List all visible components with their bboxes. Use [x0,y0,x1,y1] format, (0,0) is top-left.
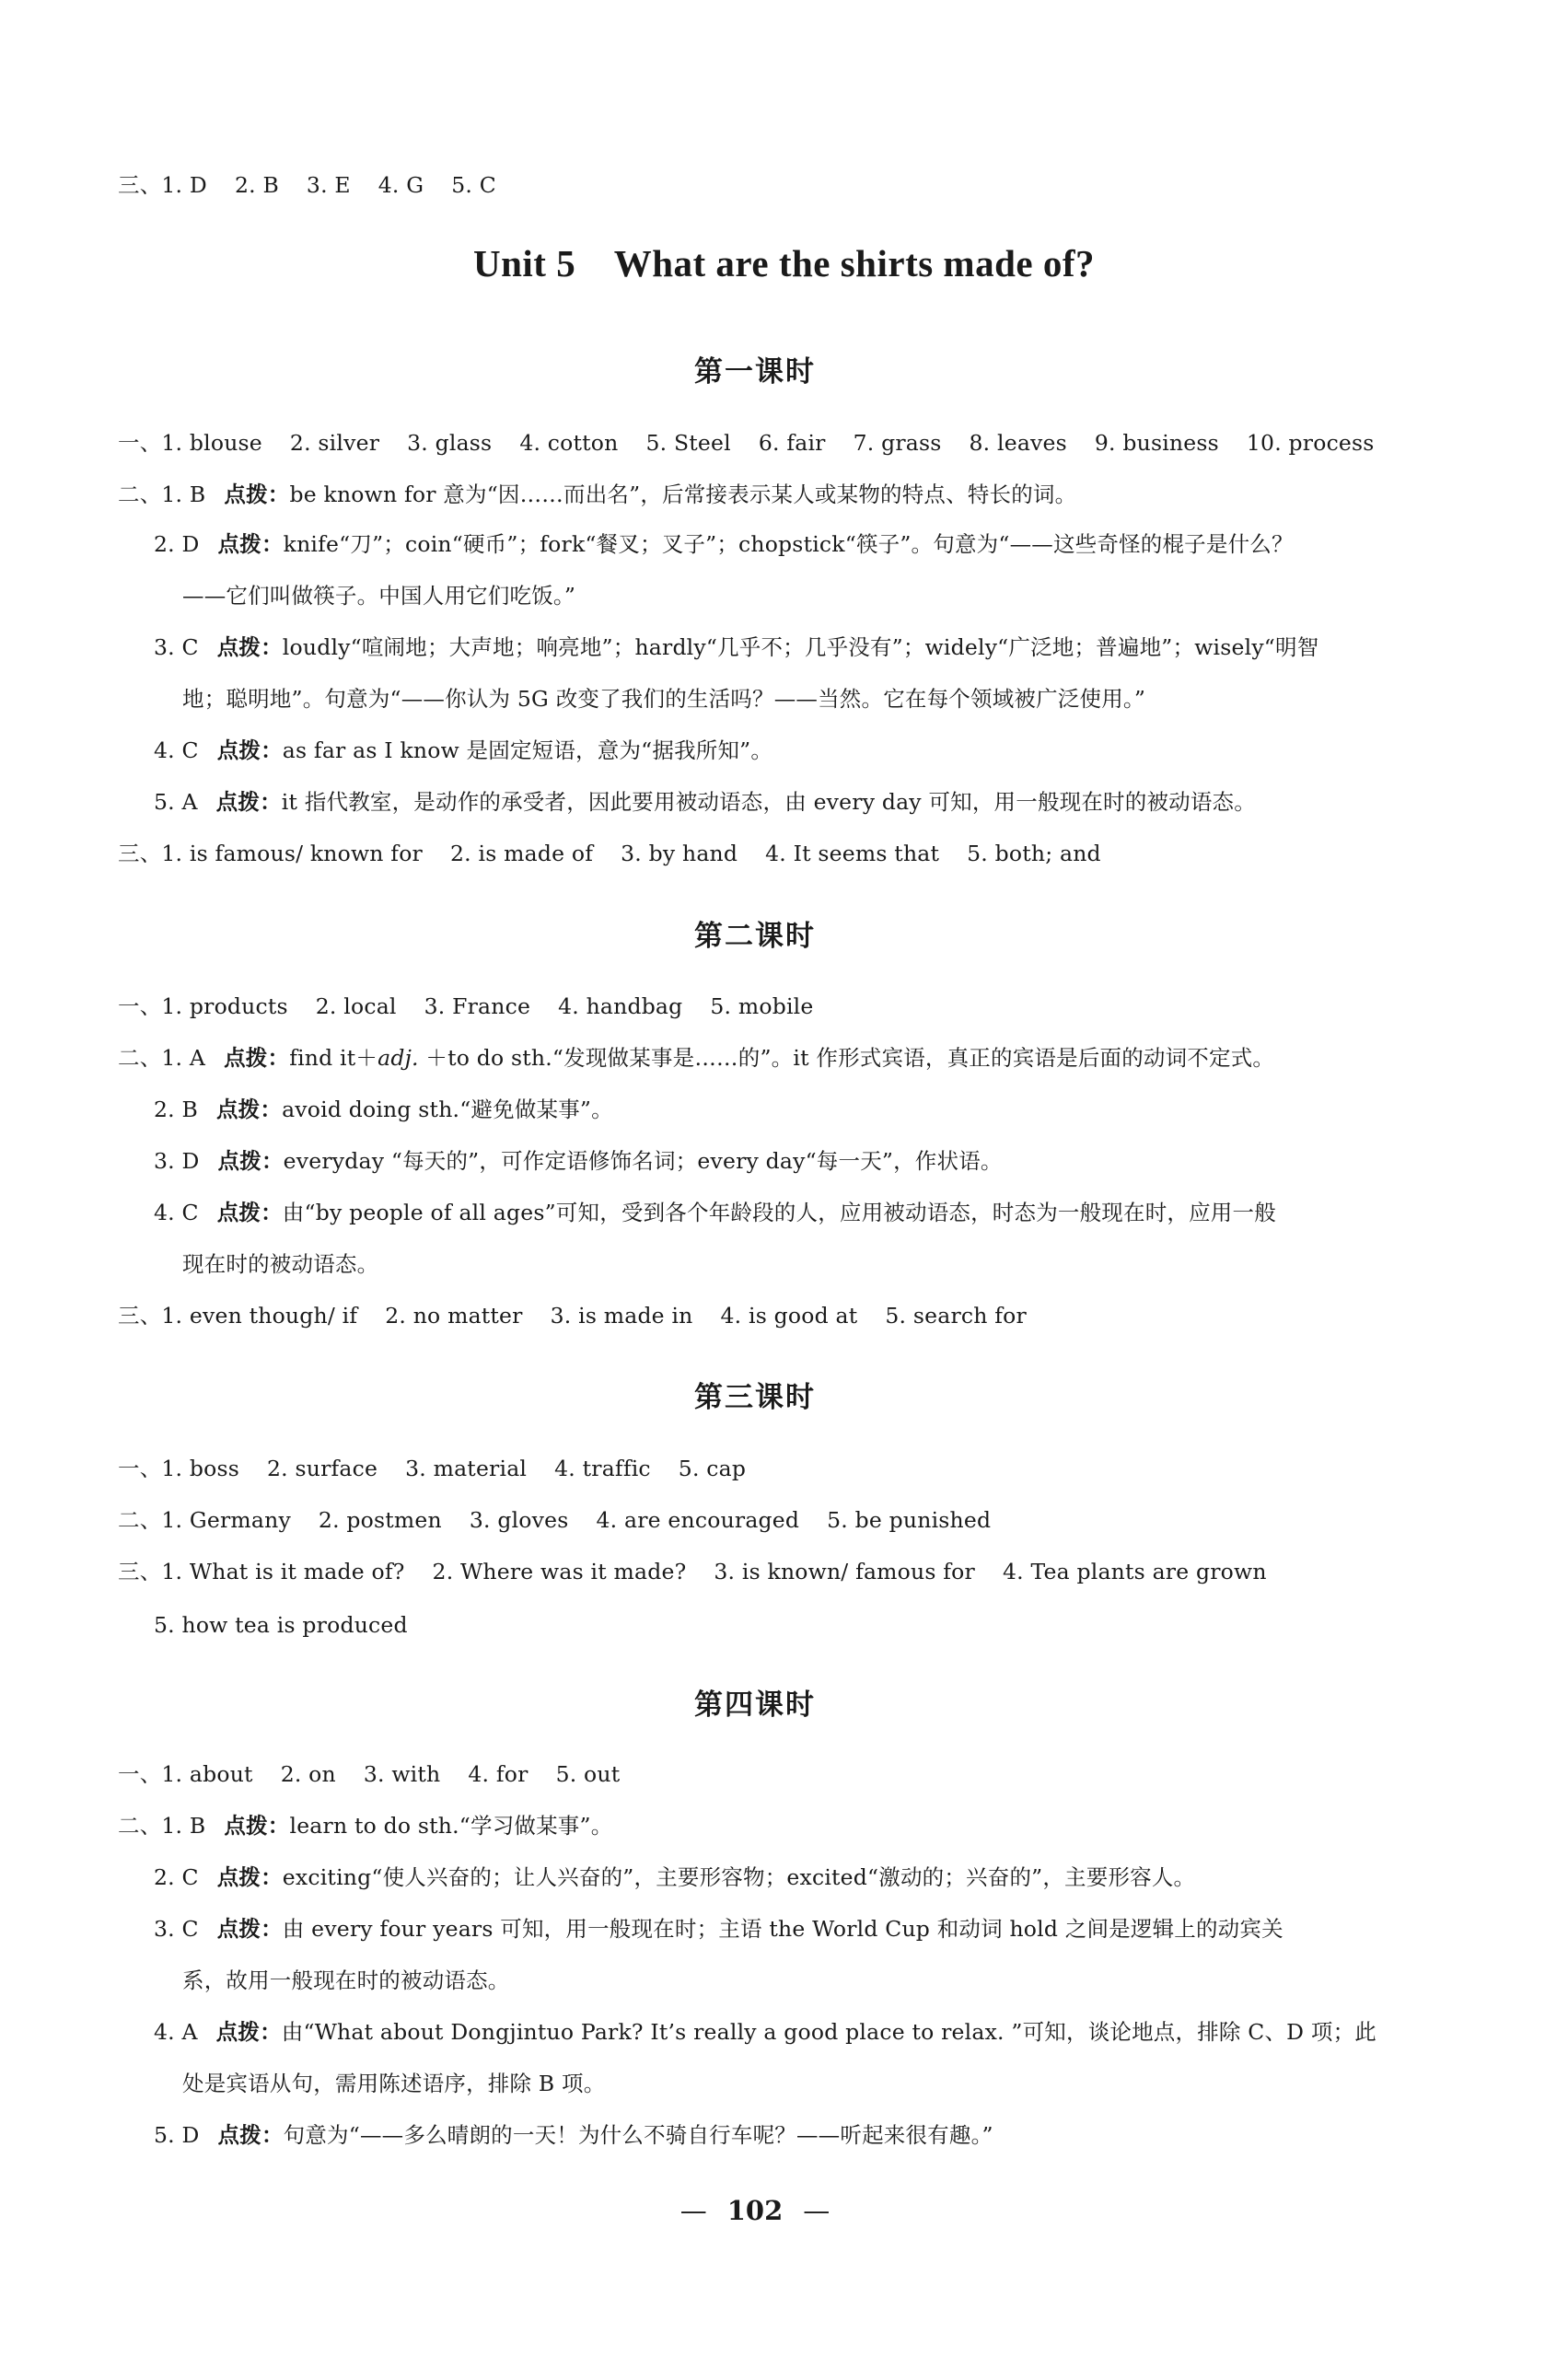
answer: 3. glass [407,430,493,456]
answer: 4. traffic [554,1456,651,1481]
lesson3-part1 [118,1455,746,1482]
answer: 3. is known/ famous for [714,1559,975,1584]
answer: 2. local [315,993,397,1019]
answer: 1. even though/ if [161,1303,358,1329]
answer: 6. fair [758,430,826,456]
answer: 1. about [161,1761,253,1787]
tip-label: 点拨： [215,1097,283,1122]
answer: 3. with [363,1761,441,1787]
tip-label: 点拨： [216,1916,283,1942]
lesson1-part2-item5 [154,788,1256,816]
answer: 1. blouse [161,430,262,456]
answer: 3. material [405,1456,528,1481]
answer: 5. cap [678,1456,747,1481]
page-footer [0,2195,1510,2226]
section-prefix: 三、 [118,1559,162,1584]
answer: 3. E [306,172,351,198]
answer: 2. B [234,172,279,198]
tip-label: 点拨： [224,1813,290,1839]
answer: 4. cotton [519,430,619,456]
item-number: 5. A [154,789,198,815]
tip-text: 由 every four years 可知，用一般现在时；主语 the World Cup 和动词 hold 之间是逻辑上的动宾关 [282,1916,1283,1942]
lesson2-part2-item4-cont: 现在时的被动语态。 [182,1251,379,1277]
lesson4-part2-item4-cont: 处是宾语从句，需用陈述语序，排除 B 项。 [182,2071,606,2096]
item-number: 1. A [161,1045,206,1071]
answer: 1. boss [161,1456,240,1481]
answer: 8. leaves [969,430,1067,456]
answer: 1. is famous/ known for [161,841,423,866]
answer: 2. Where was it made? [432,1559,687,1584]
lesson3-part2 [118,1506,991,1534]
section-prefix: 二、 [118,1507,162,1533]
lesson1-part2-item2-cont: ——它们叫做筷子。中国人用它们吃饭。” [182,583,576,609]
footer-dash: — [803,2195,830,2226]
lesson1-part1 [118,429,1375,457]
tip-label: 点拨： [216,1864,283,1890]
lesson4-part2-item4 [154,2018,1376,2046]
tip-label: 点拨： [215,2019,282,2045]
tip-label: 点拨： [216,737,283,763]
tip-text: it 指代教室，是动作的承受者，因此要用被动语态，由 every day 可知，用一般现在时的被动语态。 [281,789,1256,815]
answer: 1. products [161,993,288,1019]
tip-text: knife“刀”；coin“硬币”；fork“餐叉；叉子”；chopstick“筷子”。句意为“——这些奇怪的棍子是什么？ [283,531,1294,557]
answer: 5. be punished [827,1507,992,1533]
answer: 5. mobile [710,993,814,1019]
lesson1-part2-item3-cont: 地；聪明地”。句意为“——你认为 5G 改变了我们的生活吗？——当然。它在每个领域被广泛使用。” [182,686,1146,712]
tip-text-italic: adj. [377,1045,419,1071]
lesson4-part2-item3 [154,1915,1283,1943]
lesson1-part2-item2 [154,530,1294,558]
answer: 2. postmen [318,1507,442,1533]
lesson-title: 第四课时 [694,1689,816,1722]
lesson2-part1 [118,992,814,1020]
section-prefix: 二、 [118,1045,162,1071]
section-prefix: 一、 [118,1761,162,1787]
footer-dash: — [679,2195,707,2226]
lesson2-part3 [118,1302,1027,1329]
answer: 5. search for [885,1303,1027,1329]
lesson4-part2-item2 [154,1863,1195,1891]
item-number: 3. C [154,1916,199,1942]
tip-text: 由“What about Dongjintuo Park? It’s really a good place to relax. ”可知，谈论地点，排除 C、D 项；此 [281,2019,1376,2045]
tip-text: learn to do sth.“学习做某事”。 [289,1813,613,1839]
lesson3-part3-cont: 5. how tea is produced [154,1612,408,1638]
lesson-title: 第三课时 [694,1381,816,1414]
lesson2-part2-item2 [154,1096,613,1123]
section-prefix: 二、 [118,482,162,507]
item-number: 4. C [154,1200,199,1225]
tip-text: everyday “每天的”，可作定语修饰名词；every day“每一天”，作状语。 [283,1148,1003,1174]
answer: 4. for [468,1761,528,1787]
lesson4-part2-item1 [118,1812,612,1840]
tip-text: be known for 意为“因……而出名”，后常接表示某人或某物的特点、特长的词。 [289,482,1077,507]
tip-text: 由“by people of all ages”可知，受到各个年龄段的人，应用被动语态，时态为一般现在时，应用一般 [282,1200,1276,1225]
answer: 10. process [1246,430,1375,456]
section-prefix: 二、 [118,1813,162,1839]
lesson2-part2-item1 [118,1044,1274,1072]
page-number: 102 [726,2195,784,2226]
answer: 2. surface [267,1456,378,1481]
lesson1-part2-item3 [154,633,1318,661]
item-number: 3. C [154,634,199,660]
section-prefix: 三、 [118,841,162,866]
tip-text: ＋to do sth.“发现做某事是……的”。it 作形式宾语，真正的宾语是后面的动词不定式。 [418,1045,1275,1071]
answer: 5. out [555,1761,621,1787]
tip-label: 点拨： [224,482,290,507]
lesson1-part3 [118,840,1101,867]
answer: 9. business [1094,430,1219,456]
prev-section-answers [118,171,496,199]
answer: 4. is good at [720,1303,858,1329]
lesson1-part2-item1 [118,481,1076,508]
tip-label: 点拨： [217,2122,284,2148]
item-number: 2. C [154,1864,199,1890]
item-number: 1. B [161,1813,206,1839]
answer: 1. What is it made of? [161,1559,405,1584]
tip-text: find it＋ [289,1045,378,1071]
tip-text: as far as I know 是固定短语，意为“据我所知”。 [282,737,773,763]
answer: 4. It seems that [765,841,940,866]
answer: 4. are encouraged [596,1507,800,1533]
lesson2-part2-item3 [154,1147,1003,1175]
tip-text: avoid doing sth.“避免做某事”。 [282,1097,613,1122]
lesson4-part2-item5 [154,2121,993,2149]
tip-label: 点拨： [216,1200,283,1225]
section-prefix: 一、 [118,430,162,456]
tip-text: loudly“喧闹地；大声地；响亮地”；hardly“几乎不；几乎没有”；widely“广泛地；普遍地”；wisely“明智 [282,634,1319,660]
tip-label: 点拨： [217,531,284,557]
answer: 2. silver [289,430,380,456]
answer: 3. by hand [621,841,738,866]
answer: 4. Tea plants are grown [1002,1559,1267,1584]
answer: 1. D [161,172,207,198]
lesson-title: 第一课时 [694,355,816,389]
answer: 5. Steel [645,430,731,456]
item-number: 4. A [154,2019,198,2045]
item-number: 3. D [154,1148,200,1174]
answer: 2. on [280,1761,336,1787]
tip-label: 点拨： [224,1045,290,1071]
section-prefix: 三、 [118,1303,162,1329]
answer: 1. Germany [161,1507,291,1533]
section-prefix: 一、 [118,1456,162,1481]
lesson2-part2-item4 [154,1199,1276,1226]
answer: 5. C [451,172,496,198]
answer: 2. is made of [450,841,594,866]
answer: 3. gloves [469,1507,569,1533]
lesson3-part3 [118,1558,1267,1585]
section-prefix: 三、 [118,172,162,198]
unit-title: Unit 5 What are the shirts made of? [473,242,1095,284]
answer: 4. handbag [558,993,683,1019]
tip-label: 点拨： [215,789,282,815]
answer: 3. is made in [550,1303,693,1329]
tip-label: 点拨： [217,1148,284,1174]
answer: 2. no matter [385,1303,523,1329]
tip-label: 点拨： [216,634,283,660]
lesson1-part2-item4 [154,737,772,764]
answer: 3. France [424,993,531,1019]
item-number: 2. B [154,1097,198,1122]
section-prefix: 一、 [118,993,162,1019]
lesson4-part2-item3-cont: 系，故用一般现在时的被动语态。 [182,1967,510,1993]
lesson-title: 第二课时 [694,920,816,953]
answer: 5. both; and [967,841,1101,866]
lesson4-part1 [118,1760,620,1788]
item-number: 4. C [154,737,199,763]
tip-text: exciting“使人兴奋的；让人兴奋的”，主要形容物；excited“激动的；兴奋的”，主要形容人。 [282,1864,1196,1890]
tip-text: 句意为“——多么晴朗的一天！为什么不骑自行车呢？——听起来很有趣。” [283,2122,993,2148]
item-number: 1. B [161,482,206,507]
answer: 4. G [377,172,424,198]
answer: 7. grass [853,430,942,456]
item-number: 5. D [154,2122,200,2148]
item-number: 2. D [154,531,200,557]
